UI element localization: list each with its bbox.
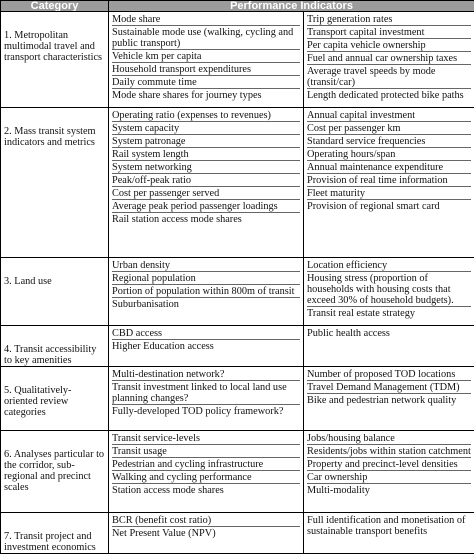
indicator-item: Mode share shares for journey types: [112, 88, 300, 101]
indicator-item: Car ownership: [307, 470, 471, 483]
indicators-right-cell: [304, 431, 474, 513]
indicator-item: Net Present Value (NPV): [112, 526, 300, 539]
table-row: [1, 367, 474, 431]
indicator-item: Higher Education access: [112, 339, 300, 352]
indicator-item: Multi-destination network?: [112, 369, 300, 380]
indicator-item: Pedestrian and cycling infrastructure: [112, 457, 300, 470]
indicator-item: Sustainable mode use (walking, cycling and public transport): [112, 25, 300, 49]
indicators-left-cell: [109, 513, 304, 554]
indicator-item: Per capita vehicle ownership: [307, 38, 471, 51]
indicator-item: Public health access: [307, 328, 471, 339]
indicator-item: Property and precinct-level densities: [307, 457, 471, 470]
indicator-item: Transit usage: [112, 444, 300, 457]
header-performance-indicators: Performance Indicators: [109, 1, 474, 12]
indicator-item: Portion of population within 800m of transit: [112, 284, 300, 297]
indicator-item: Fuel and annual car ownership taxes: [307, 51, 471, 64]
indicators-right-cell: [304, 513, 474, 554]
indicator-item: Annual maintenance expenditure: [307, 160, 471, 173]
indicator-item: System capacity: [112, 121, 300, 134]
indicator-item: Cost per passenger served: [112, 186, 300, 199]
indicator-item: Rail station access mode shares: [112, 212, 300, 225]
indicator-item: Annual capital investment: [307, 110, 471, 121]
indicator-item: Daily commute time: [112, 75, 300, 88]
table-row: [1, 258, 474, 326]
indicator-item: BCR (benefit cost ratio): [112, 515, 300, 526]
indicator-item: Multi-modality: [307, 483, 471, 496]
category-cell: 3. Land use: [1, 258, 109, 326]
indicators-left-cell: [109, 12, 304, 108]
indicators-left-cell: [109, 108, 304, 258]
indicators-left-cell: [109, 431, 304, 513]
indicator-item: Location efficiency: [307, 260, 471, 271]
indicator-item: Regional population: [112, 271, 300, 284]
indicator-item: System patronage: [112, 134, 300, 147]
indicator-item: Bike and pedestrian network quality: [307, 393, 471, 406]
indicators-right-cell: [304, 108, 474, 258]
indicator-item: CBD access: [112, 328, 300, 339]
indicator-item: Length dedicated protected bike paths: [307, 88, 471, 101]
category-cell: 2. Mass transit system indicators and metrics: [1, 108, 109, 258]
indicator-item: Full identification and monetisation of sustainable transport benefits: [307, 515, 471, 537]
indicator-item: Peak/off-peak ratio: [112, 173, 300, 186]
indicator-item: Transit service-levels: [112, 433, 300, 444]
indicator-item: Trip generation rates: [307, 14, 471, 25]
indicator-item: Average travel speeds by mode (transit/car): [307, 64, 471, 88]
indicator-item: System networking: [112, 160, 300, 173]
header-category: Category: [1, 1, 109, 12]
indicator-item: Operating ratio (expenses to revenues): [112, 110, 300, 121]
indicators-right-cell: [304, 258, 474, 326]
indicator-item: Transit real estate strategy: [307, 306, 471, 319]
indicator-item: Station access mode shares: [112, 483, 300, 496]
category-cell: 6. Analyses particular to the corridor, sub-regional and precinct scales: [1, 431, 109, 513]
indicator-item: Urban density: [112, 260, 300, 271]
indicator-item: Standard service frequencies: [307, 134, 471, 147]
indicator-item: Suburbanisation: [112, 297, 300, 310]
category-cell: 5. Qualitatively-oriented review categories: [1, 367, 109, 431]
indicators-right-cell: [304, 367, 474, 431]
indicator-item: Transit investment linked to local land use planning changes?: [112, 380, 300, 404]
indicator-item: Provision of regional smart card: [307, 199, 471, 212]
indicator-item: Rail system length: [112, 147, 300, 160]
indicators-right-cell: [304, 12, 474, 108]
indicator-item: Number of proposed TOD locations: [307, 369, 471, 380]
table-row: [1, 12, 474, 108]
category-cell: 7. Transit project and investment economics: [1, 513, 109, 554]
table-row: [1, 108, 474, 258]
table-row: [1, 326, 474, 367]
indicators-left-cell: [109, 326, 304, 367]
table-row: [1, 513, 474, 554]
table-body: [1, 12, 474, 554]
indicator-item: Transport capital investment: [307, 25, 471, 38]
indicator-item: Mode share: [112, 14, 300, 25]
indicator-item: Provision of real time information: [307, 173, 471, 186]
indicator-item: Travel Demand Management (TDM): [307, 380, 471, 393]
indicators-left-cell: [109, 258, 304, 326]
header-row: [1, 1, 474, 12]
indicator-item: Vehicle km per capita: [112, 49, 300, 62]
indicator-item: Walking and cycling performance: [112, 470, 300, 483]
table-row: [1, 431, 474, 513]
indicator-item: Cost per passenger km: [307, 121, 471, 134]
category-cell: 1. Metropolitan multimodal travel and transport characteristics: [1, 12, 109, 108]
category-cell: 4. Transit accessibility to key amenities: [1, 326, 109, 367]
indicator-item: Fleet maturity: [307, 186, 471, 199]
indicator-item: Household transport expenditures: [112, 62, 300, 75]
indicator-item: Housing stress (proportion of households with housing costs that exceed 30% of household budgets).: [307, 271, 471, 306]
indicators-left-cell: [109, 367, 304, 431]
indicator-item: Average peak period passenger loadings: [112, 199, 300, 212]
indicator-item: Fully-developed TOD policy framework?: [112, 404, 300, 417]
indicators-right-cell: [304, 326, 474, 367]
indicator-item: Jobs/housing balance: [307, 433, 471, 444]
indicator-item: Residents/jobs within station catchment: [307, 444, 471, 457]
indicator-item: Operating hours/span: [307, 147, 471, 160]
